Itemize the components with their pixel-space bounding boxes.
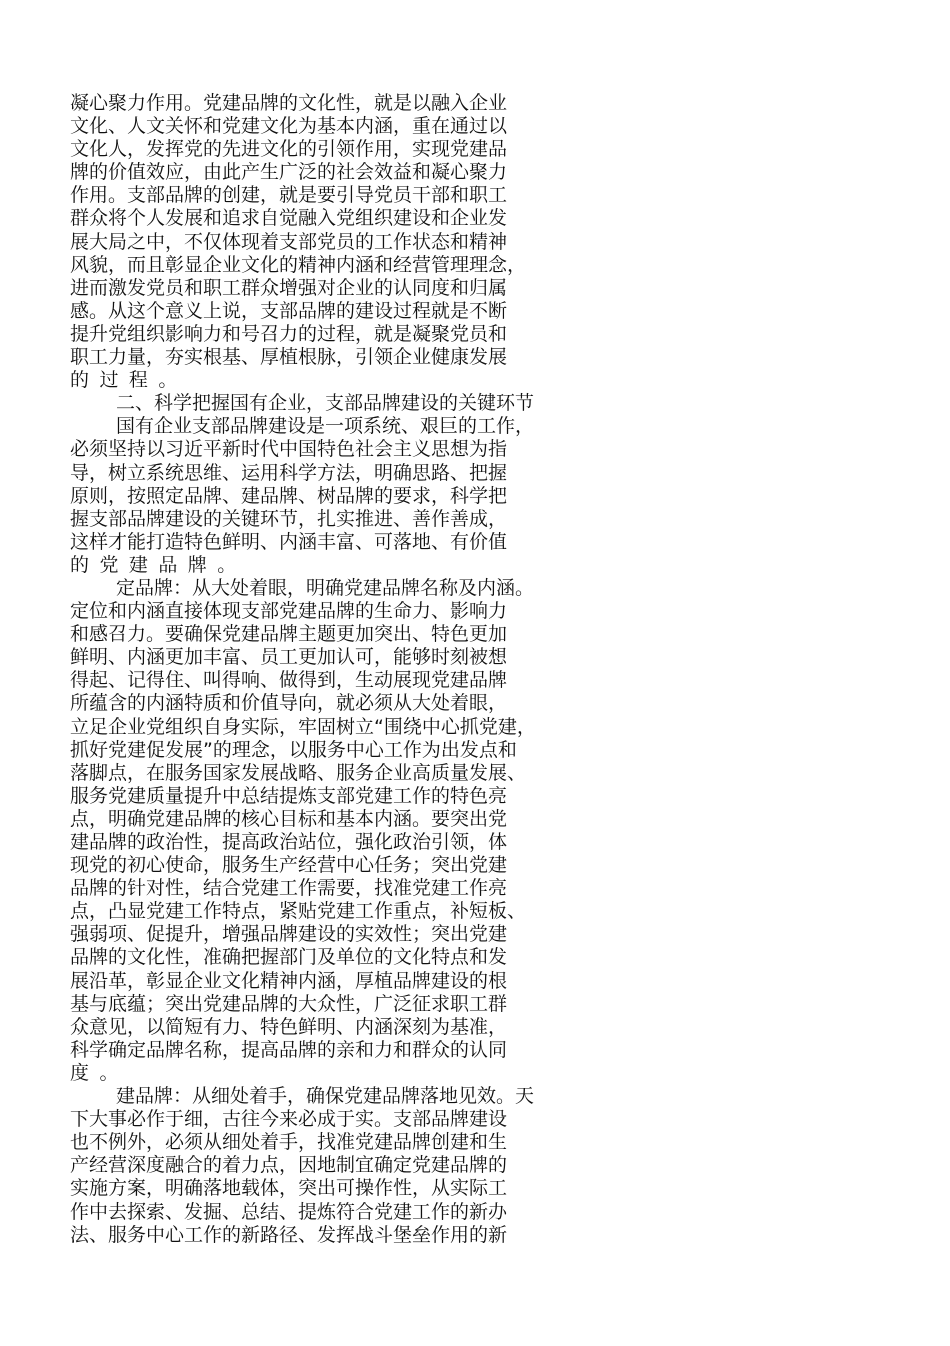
text-line: 必须坚持以习近平新时代中国特色社会主义思想为指 xyxy=(70,438,508,461)
text-line: 文化人，发挥党的先进文化的引领作用，实现党建品 xyxy=(70,138,508,161)
text-line: 牌的价值效应，由此产生广泛的社会效益和凝心聚力 xyxy=(70,161,508,184)
text-line: 立足企业党组织自身实际，牢固树立“围绕中心抓党建， xyxy=(70,715,536,738)
text-line: 下大事必作于细，古往今来必成于实。支部品牌建设 xyxy=(70,1108,508,1131)
text-line: 群众将个人发展和追求自觉融入党组织建设和企业发 xyxy=(70,207,508,230)
text-line: 进而激发党员和职工群众增强对企业的认同度和归属 xyxy=(70,276,508,299)
text-line: 科学确定品牌名称，提高品牌的亲和力和群众的认同 xyxy=(70,1038,508,1061)
text-line: 文化、人文关怀和党建文化为基本内涵，重在通过以 xyxy=(70,115,508,138)
text-line: 风貌，而且彰显企业文化的精神内涵和经营管理理念， xyxy=(70,253,527,276)
text-line: 职工力量，夯实根基、厚植根脉，引领企业健康发展 xyxy=(70,346,508,369)
text-line: 点，明确党建品牌的核心目标和基本内涵。要突出党 xyxy=(70,807,508,830)
text-line: 强弱项、促提升，增强品牌建设的实效性；突出党建 xyxy=(70,923,508,946)
text-line: 凝心聚力作用。党建品牌的文化性，就是以融入企业 xyxy=(70,92,508,114)
text-line: 实施方案，明确落地载体，突出可操作性，从实际工 xyxy=(70,1177,508,1200)
text-line: 也不例外，必须从细处着手，找准党建品牌创建和生 xyxy=(70,1131,508,1154)
text-line: 提升党组织影响力和号召力的过程，就是凝聚党员和 xyxy=(70,322,508,345)
text-line: 得起、记得住、叫得响、做得到，生动展现党建品牌 xyxy=(70,669,508,692)
document-body-text xyxy=(70,92,868,1247)
text-line: 服务党建质量提升中总结提炼支部党建工作的特色亮 xyxy=(70,784,508,807)
text-line: 度。 xyxy=(70,1061,129,1084)
text-line: 的党建品牌。 xyxy=(70,553,247,576)
text-line: 定位和内涵直接体现支部党建品牌的生命力、影响力 xyxy=(70,600,508,623)
text-line: 品牌的针对性，结合党建工作需要，找准党建工作亮 xyxy=(70,877,508,900)
text-line: 落脚点，在服务国家发展战略、服务企业高质量发展、 xyxy=(70,761,527,784)
text-line: 原则，按照定品牌、建品牌、树品牌的要求，科学把 xyxy=(70,484,508,507)
text-line: 品牌的文化性，准确把握部门及单位的文化特点和发 xyxy=(70,946,508,969)
text-line: 建品牌：从细处着手，确保党建品牌落地见效。天 xyxy=(116,1085,535,1108)
text-line: 建品牌的政治性，提高政治站位，强化政治引领，体 xyxy=(70,831,508,853)
text-line: 众意见，以简短有力、特色鲜明、内涵深刻为基准， xyxy=(70,1015,508,1038)
text-line: 法、服务中心工作的新路径、发挥战斗堡垒作用的新 xyxy=(70,1223,508,1246)
text-line: 握支部品牌建设的关键环节，扎实推进、善作善成， xyxy=(70,507,508,530)
text-line: 作用。支部品牌的创建，就是要引导党员干部和职工 xyxy=(70,184,508,207)
text-line: 鲜明、内涵更加丰富、员工更加认可，能够时刻被想 xyxy=(70,646,508,669)
text-line: 这样才能打造特色鲜明、内涵丰富、可落地、有价值 xyxy=(70,530,508,553)
text-line: 现党的初心使命，服务生产经营中心任务；突出党建 xyxy=(70,854,508,877)
text-line: 抓好党建促发展”的理念，以服务中心工作为出发点和 xyxy=(70,738,517,761)
text-line: 点，凸显党建工作特点，紧贴党建工作重点，补短板、 xyxy=(70,900,527,923)
text-line: 和感召力。要确保党建品牌主题更加突出、特色更加 xyxy=(70,623,508,646)
text-line: 展沿革，彰显企业文化精神内涵，厚植品牌建设的根 xyxy=(70,969,508,992)
text-line: 展大局之中，不仅体现着支部党员的工作状态和精神 xyxy=(70,230,508,253)
text-line: 所蕴含的内涵特质和价值导向，就必须从大处着眼， xyxy=(70,692,508,715)
text-line: 产经营深度融合的着力点，因地制宜确定党建品牌的 xyxy=(70,1154,508,1177)
text-line: 的过程。 xyxy=(70,369,188,392)
text-line: 导，树立系统思维、运用科学方法，明确思路、把握 xyxy=(70,461,508,484)
text-line: 定品牌：从大处着眼，明确党建品牌名称及内涵。 xyxy=(116,576,535,599)
text-line: 二、科学把握国有企业，支部品牌建设的关键环节 xyxy=(116,392,535,415)
text-line: 国有企业支部品牌建设是一项系统、艰巨的工作， xyxy=(116,415,535,438)
text-line: 基与底蕴；突出党建品牌的大众性，广泛征求职工群 xyxy=(70,992,508,1015)
text-line: 作中去探索、发掘、总结、提炼符合党建工作的新办 xyxy=(70,1200,508,1223)
text-line: 感。从这个意义上说，支部品牌的建设过程就是不断 xyxy=(70,299,508,322)
